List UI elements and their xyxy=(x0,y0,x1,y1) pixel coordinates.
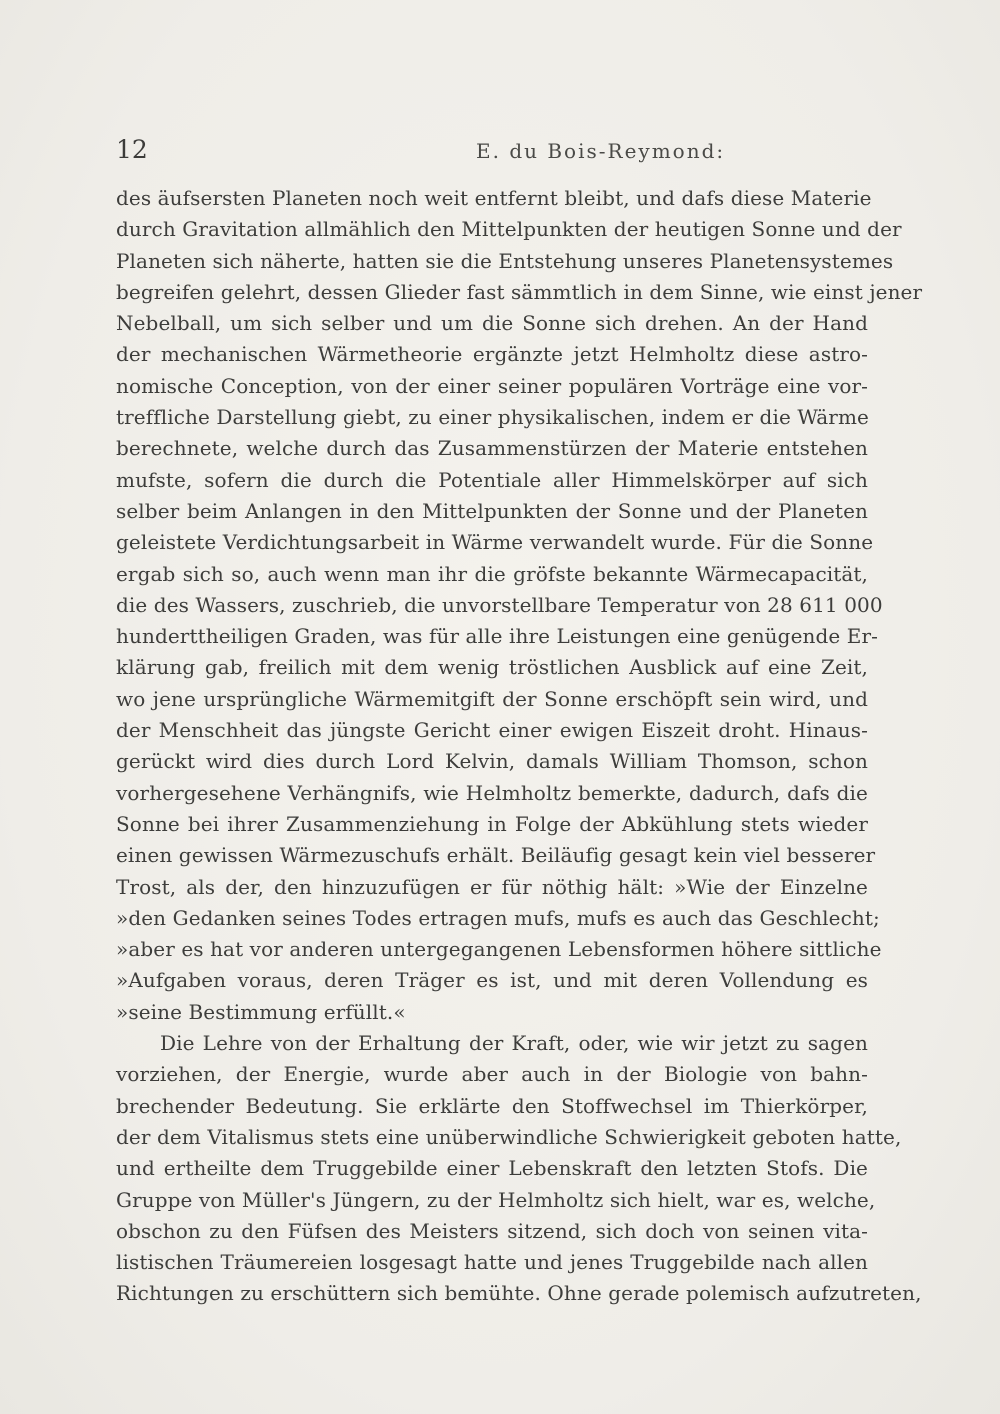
text-line: Trost, als der, den hinzuzufügen er für nöthig hält: »Wie der Einzelne xyxy=(116,874,868,899)
text-line: Gruppe von Müller's Jüngern, zu der Helmholtz sich hielt, war es, welche, xyxy=(116,1187,876,1212)
text-line: ergab sich so, auch wenn man ihr die gröfste bekannte Wärmecapacität, xyxy=(116,561,868,586)
text-line: wo jene ursprüngliche Wärmemitgift der Sonne erschöpft sein wird, und xyxy=(116,686,868,711)
text-line: der Menschheit das jüngste Gericht einer ewigen Eiszeit droht. Hinaus- xyxy=(116,718,868,743)
text-line: Planeten sich näherte, hatten sie die Entstehung unseres Planetensystemes xyxy=(116,248,894,273)
text-line: berechnete, welche durch das Zusammenstürzen der Materie entstehen xyxy=(116,436,868,461)
text-line: klärung gab, freilich mit dem wenig tröstlichen Ausblick auf eine Zeit, xyxy=(116,655,868,680)
text-line: Sonne bei ihrer Zusammenziehung in Folge der Abkühlung stets wieder xyxy=(116,811,868,836)
text-line: der dem Vitalismus stets eine unüberwindliche Schwierigkeit geboten hatte, xyxy=(116,1124,902,1149)
text-line: vorhergesehene Verhängnifs, wie Helmholtz bemerkte, dadurch, dafs die xyxy=(116,780,868,805)
text-line: »Aufgaben voraus, deren Träger es ist, und mit deren Vollendung es xyxy=(116,968,868,993)
text-line: geleistete Verdichtungsarbeit in Wärme verwandelt wurde. Für die Sonne xyxy=(116,530,874,555)
text-line: treffliche Darstellung giebt, zu einer physikalischen, indem er die Wärme xyxy=(116,405,869,430)
text-line: obschon zu den Füfsen des Meisters sitzend, sich doch von seinen vita- xyxy=(116,1218,868,1243)
body-text xyxy=(116,183,923,1310)
text-line: und ertheilte dem Truggebilde einer Lebenskraft den letzten Stofs. Die xyxy=(116,1156,868,1181)
text-line: begreifen gelehrt, dessen Glieder fast sämmtlich in dem Sinne, wie einst jener xyxy=(116,279,923,304)
text-line: selber beim Anlangen in den Mittelpunkten der Sonne und der Planeten xyxy=(116,498,868,523)
paragraph xyxy=(116,183,923,1028)
text-line: »seine Bestimmung erfüllt.« xyxy=(116,999,406,1024)
text-line: brechender Bedeutung. Sie erklärte den Stoffwechsel im Thierkörper, xyxy=(116,1093,868,1118)
text-line: »den Gedanken seines Todes ertragen mufs, mufs es auch das Geschlecht; xyxy=(116,905,880,930)
page-number: 12 xyxy=(116,135,148,164)
page-header xyxy=(116,135,868,169)
paragraph xyxy=(116,1028,922,1310)
text-line: hunderttheiligen Graden, was für alle ihre Leistungen eine genügende Er- xyxy=(116,624,878,649)
text-line: vorziehen, der Energie, wurde aber auch in der Biologie von bahn- xyxy=(116,1062,868,1087)
text-line: Die Lehre von der Erhaltung der Kraft, oder, wie wir jetzt zu sagen xyxy=(160,1031,868,1056)
text-line: des äufsersten Planeten noch weit entfernt bleibt, und dafs diese Materie xyxy=(116,186,872,210)
text-line: listischen Träumereien losgesagt hatte und jenes Truggebilde nach allen xyxy=(116,1250,868,1275)
text-line: nomische Conception, von der einer seiner populären Vorträge eine vor- xyxy=(116,373,868,398)
text-line: mufste, sofern die durch die Potentiale aller Himmelskörper auf sich xyxy=(116,467,868,492)
text-line: einen gewissen Wärmezuschufs erhält. Beiläufig gesagt kein viel besserer xyxy=(116,843,876,868)
text-line: der mechanischen Wärmetheorie ergänzte jetzt Helmholtz diese astro- xyxy=(116,342,868,367)
text-line: gerückt wird dies durch Lord Kelvin, damals William Thomson, schon xyxy=(116,749,868,774)
text-line: »aber es hat vor anderen untergegangenen Lebensformen höhere sittliche xyxy=(116,937,882,962)
text-line: die des Wassers, zuschrieb, die unvorstellbare Temperatur von 28 611 000 xyxy=(116,592,883,617)
text-line: Nebelball, um sich selber und um die Sonne sich drehen. An der Hand xyxy=(116,311,868,336)
running-head: E. du Bois-Reymond: xyxy=(476,139,726,163)
text-line: Richtungen zu erschüttern sich bemühte. Ohne gerade polemisch aufzutreten, xyxy=(116,1281,922,1306)
text-line: durch Gravitation allmählich den Mittelpunkten der heutigen Sonne und der xyxy=(116,217,902,242)
